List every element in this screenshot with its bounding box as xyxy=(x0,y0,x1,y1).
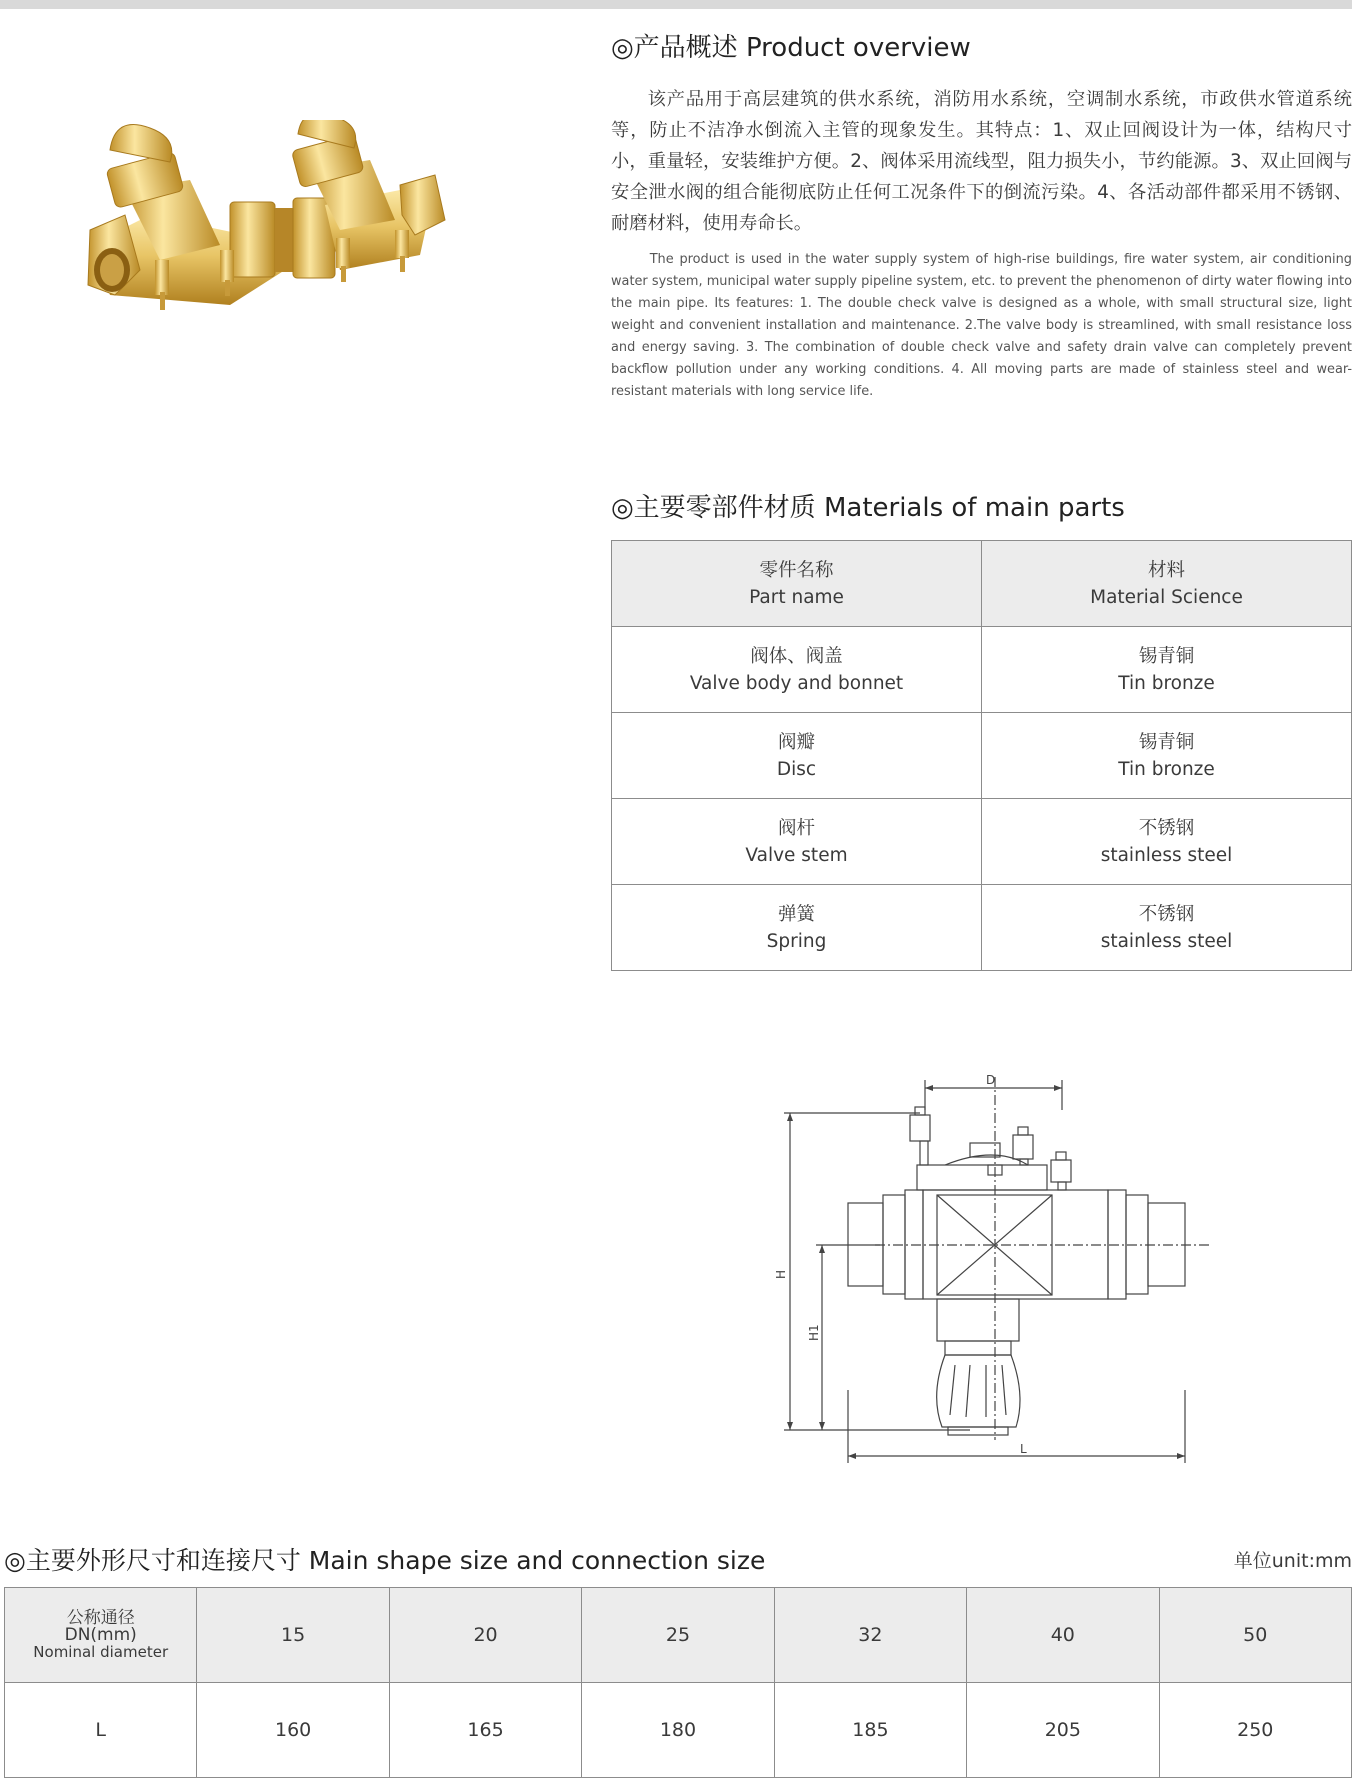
l-value: 205 xyxy=(967,1683,1159,1778)
mat-cn: 不锈钢 xyxy=(1138,817,1195,839)
l-value: 250 xyxy=(1159,1683,1351,1778)
mat-en: Tin bronze xyxy=(1118,758,1215,780)
dn-label-unit: DN(mm) xyxy=(64,1624,137,1645)
l-row xyxy=(5,1683,1352,1778)
l-value: 160 xyxy=(197,1683,389,1778)
overview-text-cn: 该产品用于高层建筑的供水系统，消防用水系统，空调制水系统，市政供水管道系统等，防止不洁净水倒流入主管的现象发生。其特点：1、双止回阀设计为一体，结构尺寸小，重量轻，安装维护方便。2、阀体采用流线型，阻力损失小，节约能源。3、双止回阀与安全泄水阀的组合能彻底防止任何工况条件下的倒流污染。4、各活动部件都采用不锈钢、耐磨材料，使用寿命长。 xyxy=(611,89,1352,234)
part-en: Disc xyxy=(776,758,817,780)
materials-row xyxy=(612,627,1352,713)
part-cell xyxy=(612,885,982,971)
materials-row xyxy=(612,885,1352,971)
overview-text-en: The product is used in the water supply system of high-rise buildings, fire water system, air conditioning water system, municipal water supply pipeline system, etc. to prevent the phenomenon of dirty water flowing into the main pipe. Its features: 1. The double check valve is designed as a whole, with small structural size, light weight and convenient installation and maintenance. 2.The valve body is streamlined, with small resistance loss and energy saving. 3. The combination of double check valve and safety drain valve can completely prevent backflow pollution under any working conditions. 4. All moving parts are made of stainless steel and wear-resistant materials with long service life. xyxy=(611,252,1352,399)
overview-title: ◎产品概述 Product overview xyxy=(611,33,971,63)
materials-row xyxy=(612,799,1352,885)
l-value: 165 xyxy=(389,1683,581,1778)
label-l: L xyxy=(1020,1442,1027,1456)
label-h: H xyxy=(774,1269,788,1279)
mat-cn: 不锈钢 xyxy=(1138,903,1195,925)
unit-label: 单位unit:mm xyxy=(1233,1550,1352,1572)
product-photo xyxy=(70,120,520,360)
mat-en: stainless steel xyxy=(1100,930,1233,952)
materials-title: ◎主要零部件材质 Materials of main parts xyxy=(611,493,1125,523)
dimensions-title: ◎主要外形尺寸和连接尺寸 Main shape size and connection size xyxy=(4,1546,766,1575)
part-en: Spring xyxy=(766,930,827,952)
materials-row xyxy=(612,713,1352,799)
materials-header-row xyxy=(612,541,1352,627)
part-cn: 阀体、阀盖 xyxy=(750,645,843,667)
dn-value: 32 xyxy=(774,1588,966,1683)
part-cell xyxy=(612,799,982,885)
dn-value: 20 xyxy=(389,1588,581,1683)
part-cell xyxy=(612,713,982,799)
dn-label-cn: 公称通径 xyxy=(66,1607,135,1628)
materials-table xyxy=(611,540,1352,971)
dn-row xyxy=(5,1588,1352,1683)
l-value: 180 xyxy=(582,1683,774,1778)
mat-cn: 锡青铜 xyxy=(1138,645,1195,667)
label-h1: H1 xyxy=(807,1324,821,1341)
header-part-cn: 零件名称 xyxy=(759,559,834,581)
overview-section xyxy=(611,28,1352,403)
part-cn: 弹簧 xyxy=(777,903,815,925)
material-cell xyxy=(982,713,1352,799)
dn-label-en: Nominal diameter xyxy=(33,1642,169,1661)
dn-value: 50 xyxy=(1159,1588,1351,1683)
dn-value: 40 xyxy=(967,1588,1159,1683)
part-en: Valve body and bonnet xyxy=(689,672,904,694)
mat-en: stainless steel xyxy=(1100,844,1233,866)
label-d: D xyxy=(986,1073,996,1087)
part-en: Valve stem xyxy=(745,844,848,866)
mat-en: Tin bronze xyxy=(1118,672,1215,694)
dn-value: 15 xyxy=(197,1588,389,1683)
dn-label-cell xyxy=(5,1588,197,1683)
material-cell xyxy=(982,799,1352,885)
header-mat-en: Material Science xyxy=(1090,586,1243,608)
dimensions-table xyxy=(4,1587,1352,1778)
material-cell xyxy=(982,627,1352,713)
mat-cn: 锡青铜 xyxy=(1138,731,1195,753)
material-cell xyxy=(982,885,1352,971)
l-label-cell: L xyxy=(5,1683,197,1778)
technical-drawing xyxy=(770,1065,1220,1475)
part-cell xyxy=(612,627,982,713)
header-mat-cn: 材料 xyxy=(1147,559,1185,581)
top-strip xyxy=(0,0,1352,9)
header-part-en: Part name xyxy=(749,586,844,608)
part-cn: 阀瓣 xyxy=(777,731,815,753)
l-value: 185 xyxy=(774,1683,966,1778)
part-cn: 阀杆 xyxy=(777,817,815,839)
dn-value: 25 xyxy=(582,1588,774,1683)
header-part-name xyxy=(612,541,982,627)
header-material xyxy=(982,541,1352,627)
